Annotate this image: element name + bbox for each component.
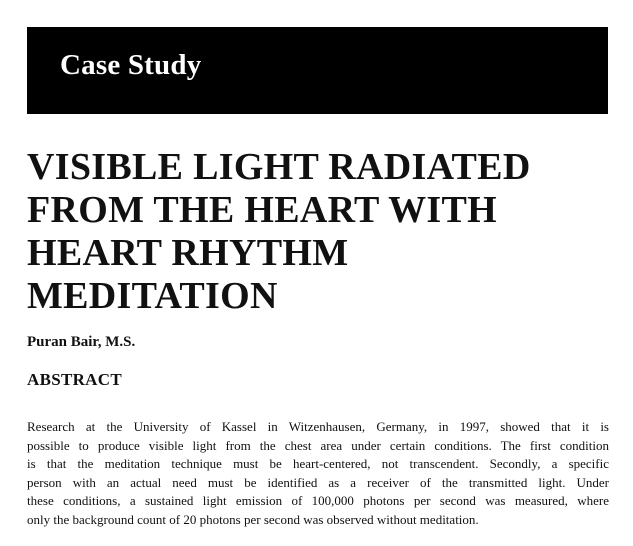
title-line: MEDITATION: [27, 275, 278, 317]
section-label: Case Study: [60, 49, 202, 81]
abstract-line: only the background count of 20 photons per second was observed without meditation.: [27, 511, 479, 527]
abstract-line: these conditions, a sustained light emission of 100,000 photons per second was measured, where: [27, 493, 609, 509]
title-line: FROM THE HEART WITH: [27, 189, 497, 231]
author-byline: Puran Bair, M.S.: [27, 334, 136, 350]
abstract-line: is that the meditation technique must be heart-centered, not transcendent. Secondly, a specific: [27, 456, 609, 472]
title-line: HEART RHYTHM: [27, 232, 349, 274]
article-title: [27, 146, 617, 318]
abstract-line: possible to produce visible light from the chest area under certain conditions. The first condition: [27, 437, 609, 453]
title-line: VISIBLE LIGHT RADIATED: [27, 146, 531, 188]
section-banner: [27, 27, 608, 114]
abstract-heading: ABSTRACT: [27, 370, 122, 389]
abstract-line: Research at the University of Kassel in Witzenhausen, Germany, in 1997, showed that it is: [27, 419, 609, 434]
abstract-line: person with an actual need must be identified as a receiver of the transmitted light. Under: [27, 474, 609, 490]
abstract-body: [27, 418, 609, 530]
